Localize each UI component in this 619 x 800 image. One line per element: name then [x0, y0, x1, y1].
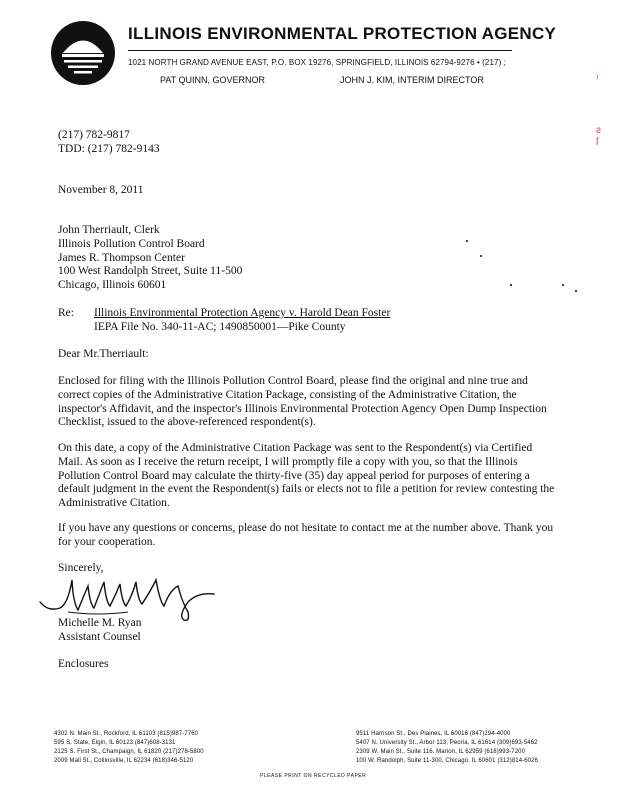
agency-name: ILLINOIS ENVIRONMENTAL PROTECTION AGENCY	[128, 24, 557, 43]
letterhead-rule	[128, 50, 512, 51]
recipient-line: Illinois Pollution Control Board	[58, 237, 205, 250]
scan-speck	[510, 284, 512, 286]
paragraph-enclosed: Enclosed for filing with the Illinois Pollution Control Board, please find the original and nine true and correct copies of the Administrative Citation Package, consisting of the Administrative Citation, the inspector's Affidavit, and the inspector's Illinois Environmental Protection Agency Open Dump Inspection Checklist, issued to the above-referenced respondent(s).	[58, 375, 547, 429]
paragraph-certified-mail: On this date, a copy of the Administrative Citation Package was sent to the Respondent(s) via Certified Mail. As soon as I receive the return receipt, I will promptly file a copy with you, so that the Illinois Pollution Control Board may calculate the thirty-five (35) day appeal period for purposes of entering a default judgment in the event the Respondent(s) fails or elects not to file a petition for review contesting the Administrative Citation.	[58, 442, 555, 510]
letter-date: November 8, 2011	[58, 184, 144, 196]
salutation: Dear Mr.Therriault:	[58, 348, 149, 360]
agency-logo	[50, 20, 116, 86]
signer-name: Michelle M. Ryan	[58, 617, 142, 629]
phone-number: (217) 782-9817	[58, 129, 130, 141]
scan-speck	[480, 255, 482, 257]
recipient-line: John Therriault, Clerk	[58, 224, 160, 236]
footer-office: 2309 W. Main St., Suite 116, Marion, IL 62959 (618)993-7200	[356, 749, 526, 755]
recipient-block	[58, 224, 242, 293]
footer-office: 100 W. Randolph, Suite 11-300, Chicago, IL 60601 (312)814-6026	[356, 758, 538, 764]
tdd-number: TDD: (217) 782-9143	[58, 143, 160, 155]
recipient-line: 100 West Randolph Street, Suite 11-500	[58, 265, 243, 278]
footer-office: 5407 N. University St., Arbor 113, Peoria, IL 61614 (309)693-5462	[356, 740, 538, 746]
footer-offices-right	[356, 730, 538, 766]
handwritten-signature	[38, 572, 218, 622]
footer-office: 2009 Mall St., Collinsville, IL 62234 (618)346-5120	[54, 758, 194, 764]
scan-speck	[466, 240, 468, 242]
re-label: Re:	[58, 307, 74, 319]
recipient-line: Chicago, Illinois 60601	[58, 279, 167, 292]
scan-speck	[562, 284, 564, 286]
director-line: JOHN J. KIM, INTERIM DIRECTOR	[340, 75, 484, 85]
governor-line: PAT QUINN, GOVERNOR	[160, 75, 266, 85]
recipient-line: James R. Thompson Center	[58, 251, 185, 264]
footer-office: 4302 N. Main St., Rockford, IL 61103 (815)987-7760	[54, 731, 199, 737]
scan-speck	[575, 290, 577, 292]
closing: Sincerely,	[58, 562, 104, 574]
re-case-title: Illinois Environmental Protection Agency v. Harold Dean Foster	[94, 307, 391, 319]
enclosures-note: Enclosures	[58, 658, 109, 670]
paragraph-questions: If you have any questions or concerns, please do not hesitate to contact me at the number above. Thank you for your cooperation.	[58, 522, 554, 548]
footer-office: 595 S. State, Elgin, IL 60123 (847)608-3131	[54, 740, 176, 746]
footer-offices-left	[54, 730, 204, 766]
recycled-paper-note: PLEASE PRINT ON RECYCLED PAPER	[260, 773, 367, 779]
stamp-fragment-top: ⁾	[596, 74, 599, 85]
re-file-number: IEPA File No. 340-11-AC; 1490850001—Pike County	[94, 321, 346, 333]
agency-address: 1021 NORTH GRAND AVENUE EAST, P.O. BOX 19276, SPRINGFIELD, ILLINOIS 62794-9276 • (217) ;	[128, 58, 506, 67]
signer-title: Assistant Counsel	[58, 631, 141, 643]
footer-office: 9511 Harrison St., Des Plaines, IL 60016 (847)294-4000	[356, 731, 511, 737]
stamp-fragment-mid: ƨ ɼ	[596, 125, 601, 146]
footer-office: 2125 S. First St., Champaign, IL 61820 (217)278-5800	[54, 749, 204, 755]
